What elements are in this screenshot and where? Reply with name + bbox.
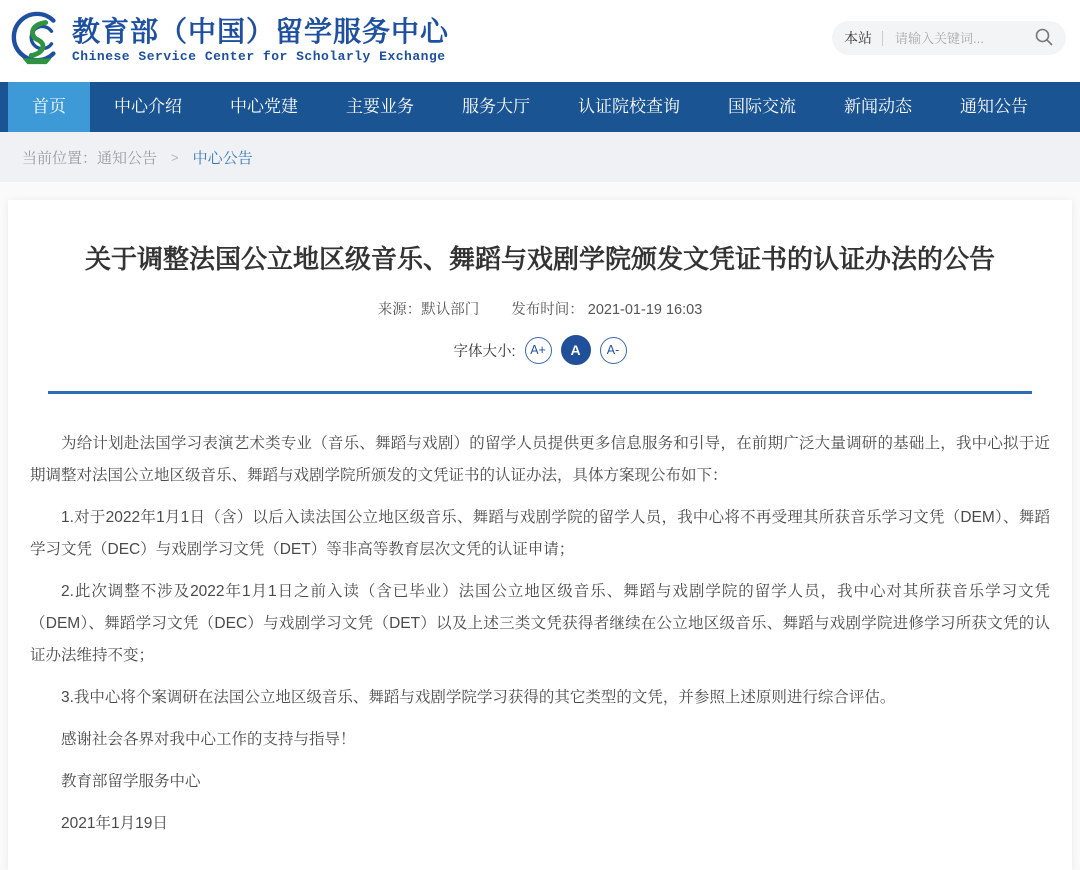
article-body (22, 394, 1058, 870)
breadcrumb-current-link[interactable]: 中心公告 (192, 149, 253, 167)
article-signature: 教育部留学服务中心 (61, 773, 201, 790)
article-title: 关于调整法国公立地区级音乐、舞蹈与戏剧学院颁发文凭证书的认证办法的公告 (84, 244, 995, 274)
nav-item-service-hall[interactable]: 服务大厅 (462, 97, 530, 116)
article-paragraph: 3.我中心将个案调研在法国公立地区级音乐、舞蹈与戏剧学院学习获得的其它类型的文凭，并参照上述原则进行综合评估。 (61, 689, 896, 706)
site-subtitle: Chinese Service Center for Scholarly Exchange (72, 49, 446, 65)
site-header (0, 0, 1080, 82)
font-size-label: 字体大小: (453, 343, 516, 360)
article-paragraph: 1.对于2022年1月1日（含）以后入读法国公立地区级音乐、舞蹈与戏剧学院的留学人员，我中心将不再受理其所获音乐学习文凭（DEM）、舞蹈学习文凭（DEC）与戏剧学习文凭（DET）等非高等教育层次文凭的认证申请； (30, 509, 1050, 558)
main-nav (0, 82, 1080, 132)
article-paragraph: 感谢社会各界对我中心工作的支持与指导！ (61, 731, 356, 748)
article-date: 2021年1月19日 (61, 815, 168, 832)
article-card (8, 200, 1072, 870)
source-label: 来源： (377, 302, 422, 318)
nav-item-party-building[interactable]: 中心党建 (230, 97, 298, 116)
site-logo[interactable] (8, 10, 449, 73)
source-value: 默认部门 (421, 302, 480, 318)
cscse-emblem-icon (8, 10, 66, 73)
breadcrumb-prefix: 当前位置： (22, 149, 98, 167)
font-size-controls (22, 335, 1058, 365)
article-meta (22, 298, 1058, 319)
nav-item-news[interactable]: 新闻动态 (844, 97, 912, 116)
font-increase-button[interactable]: A+ (525, 337, 552, 364)
nav-item-notices[interactable]: 通知公告 (960, 97, 1028, 116)
search-bar (832, 21, 1066, 55)
page-body (0, 182, 1080, 870)
site-title: 教育部（中国）留学服务中心 (72, 16, 450, 48)
chevron-right-icon: > (171, 149, 179, 165)
breadcrumb (0, 132, 1080, 182)
search-divider (882, 31, 883, 46)
breadcrumb-parent-link[interactable]: 通知公告 (97, 149, 158, 167)
search-input[interactable] (893, 30, 1034, 47)
nav-item-school-verification[interactable]: 认证院校查询 (578, 97, 680, 116)
nav-item-main-business[interactable]: 主要业务 (346, 97, 414, 116)
font-normal-button[interactable]: A (561, 335, 591, 365)
article-paragraph: 2.此次调整不涉及2022年1月1日之前入读（含已毕业）法国公立地区级音乐、舞蹈与戏剧学院的留学人员，我中心对其所获音乐学习文凭（DEM）、舞蹈学习文凭（DEC）与戏剧学习文凭（DET）以及上述三类文凭获得者继续在公立地区级音乐、舞蹈与戏剧学院进修学习所获文凭的认证办法维持不变； (30, 583, 1050, 664)
publish-time-label: 发布时间： (511, 302, 584, 318)
search-button[interactable] (1034, 27, 1054, 50)
search-icon (1034, 27, 1054, 50)
search-scope-select[interactable]: 本站 (844, 30, 872, 46)
nav-item-home[interactable]: 首页 (8, 82, 90, 132)
font-decrease-button[interactable]: A- (600, 337, 627, 364)
article-paragraph: 为给计划赴法国学习表演艺术类专业（音乐、舞蹈与戏剧）的留学人员提供更多信息服务和引导，在前期广泛大量调研的基础上，我中心拟于近期调整对法国公立地区级音乐、舞蹈与戏剧学院所颁发的文凭证书的认证办法，具体方案现公布如下： (30, 435, 1050, 484)
nav-item-center-intro[interactable]: 中心介绍 (114, 97, 182, 116)
nav-item-intl-exchange[interactable]: 国际交流 (728, 97, 796, 116)
publish-time-value: 2021-01-19 16:03 (587, 302, 703, 318)
